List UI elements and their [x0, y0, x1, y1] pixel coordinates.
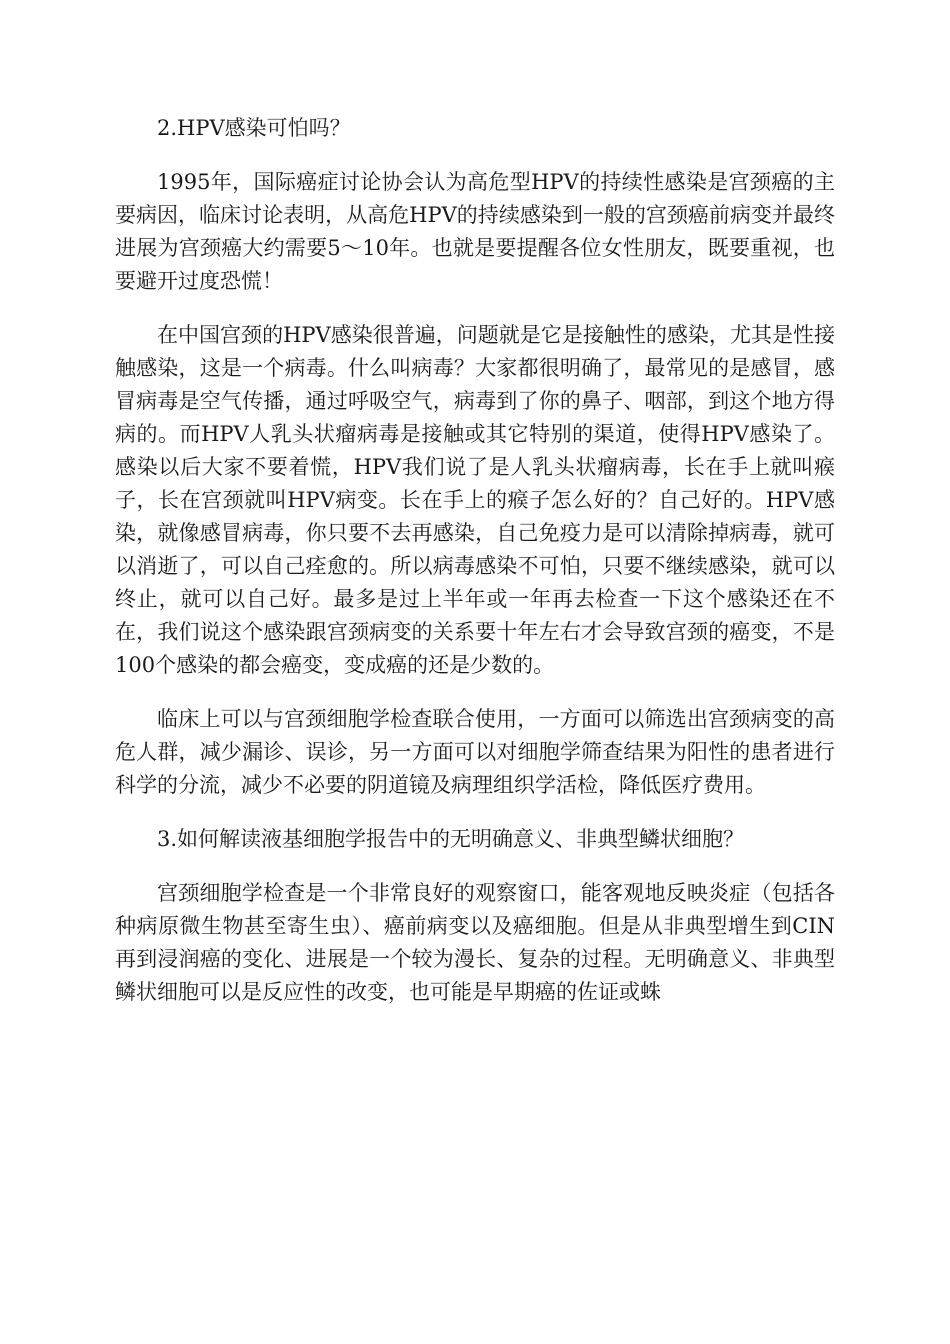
paragraph-clinical-use: 临床上可以与宫颈细胞学检查联合使用，一方面可以筛选出宫颈病变的高危人群，减少漏诊、误诊，另一方面可以对细胞学筛查结果为阳性的患者进行科学的分流，减少不必要的阴道镜及病理组织学活检，降低医疗费用。	[115, 707, 835, 797]
paragraph-hpv-history: 1995年，国际癌症讨论协会认为高危型HPV的持续性感染是宫颈癌的主要病因，临床讨论表明，从高危HPV的持续感染到一般的宫颈癌前病变并最终进展为宫颈癌大约需要5～10年。也就是要提醒各位女性朋友，既要重视，也要避开过度恐慌！	[115, 170, 835, 293]
document-page	[115, 112, 835, 1030]
section-heading-hpv-risk: 2.HPV感染可怕吗？	[157, 116, 351, 140]
paragraph-hpv-infection: 在中国宫颈的HPV感染很普遍，问题就是它是接触性的感染，尤其是性接触感染，这是一个病毒。什么叫病毒？大家都很明确了，最常见的是感冒，感冒病毒是空气传播，通过呼吸空气，病毒到了你的鼻子、咽部，到这个地方得病的。而HPV人乳头状瘤病毒是接触或其它特别的渠道，使得HPV感染了。感染以后大家不要着慌，HPV我们说了是人乳头状瘤病毒，长在手上就叫瘊子，长在宫颈就叫HPV病变。长在手上的瘊子怎么好的？自己好的。HPV感染，就像感冒病毒，你只要不去再感染，自己免疫力是可以清除掉病毒，就可以消逝了，可以自己痊愈的。所以病毒感染不可怕，只要不继续感染，就可以终止，就可以自己好。最多是过上半年或一年再去检查一下这个感染还在不在，我们说这个感染跟宫颈病变的关系要十年左右才会导致宫颈的癌变，不是100个感染的都会癌变，变成癌的还是少数的。	[115, 323, 835, 677]
section-heading-ascus: 3.如何解读液基细胞学报告中的无明确意义、非典型鳞状细胞？	[157, 827, 745, 851]
paragraph-cytology: 宫颈细胞学检查是一个非常良好的观察窗口，能客观地反映炎症（包括各种病原微生物甚至寄生虫）、癌前病变以及癌细胞。但是从非典型增生到CIN再到浸润癌的变化、进展是一个较为漫长、复杂的过程。无明确意义、非典型鳞状细胞可以是反应性的改变，也可能是早期癌的佐证或蛛	[115, 881, 835, 1004]
